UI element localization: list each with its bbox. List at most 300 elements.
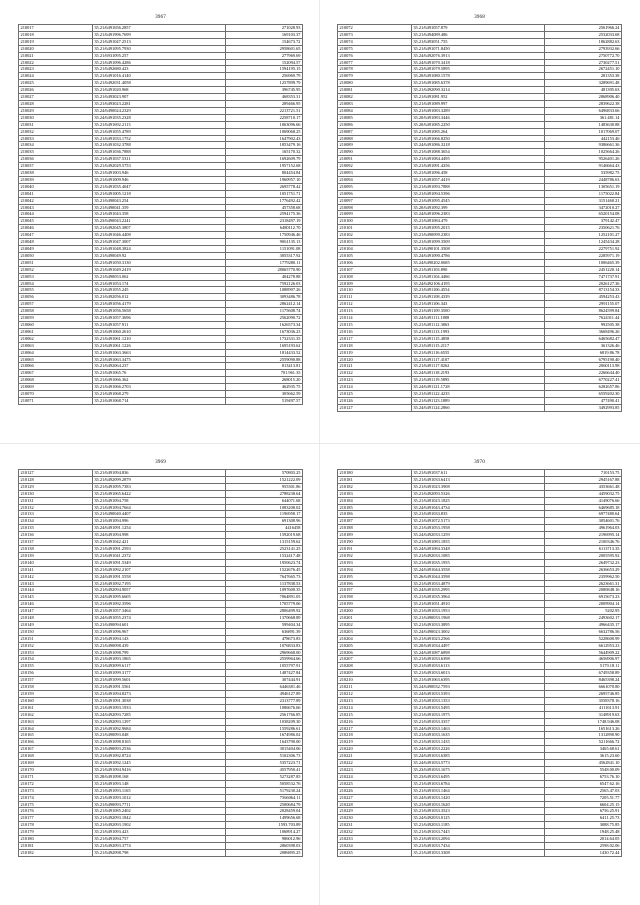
coordinate-cell: 35.21/6491046.4408 — [92, 232, 225, 239]
coordinate-cell: 35.24/6491090.4786 — [411, 252, 544, 259]
point-id-cell: 210232 — [338, 829, 412, 836]
coordinate-cell: 35.21/6491057.3464 — [92, 608, 225, 615]
value-cell: 804454.84 — [226, 170, 303, 177]
point-id-cell: 210222 — [338, 760, 412, 767]
table-row — [19, 363, 303, 370]
value-cell: 1088997.26 — [226, 287, 303, 294]
coordinate-cell: 35.21/6491033.1620 — [411, 801, 544, 808]
coordinate-cell: 35.21/6491099.5601 — [92, 677, 225, 684]
coordinate-cell: 35.21/6491037.5311 — [92, 156, 225, 163]
value-cell: 2258710.17 — [226, 114, 303, 121]
table-row — [338, 739, 622, 746]
coordinate-cell: 35.21/6491033.835 — [411, 511, 544, 518]
value-cell: 4416458 — [226, 525, 303, 532]
value-cell: 535982.75 — [545, 170, 622, 177]
table-row — [19, 684, 303, 691]
value-cell: 6915673.23 — [545, 594, 622, 601]
table-row — [338, 760, 622, 767]
table-row — [19, 621, 303, 628]
coordinate-cell: 35.21/6494089.486 — [411, 31, 544, 38]
value-cell: 462935.75 — [226, 384, 303, 391]
value-cell: 1137838.53 — [226, 580, 303, 587]
table-row — [338, 849, 622, 856]
table-row — [19, 211, 303, 218]
table-row — [338, 384, 622, 391]
coordinate-cell: 35.24/6491087.6898 — [411, 649, 544, 656]
coordinate-cell: 35.24/6491094.998 — [92, 532, 225, 539]
value-cell: 3668496.26 — [545, 328, 622, 335]
value-cell: 2695778.42 — [226, 183, 303, 190]
table-row — [19, 328, 303, 335]
value-cell: 1305651.19 — [545, 183, 622, 190]
coordinate-cell: 35.21/6492033.1185 — [411, 822, 544, 829]
coordinate-cell: 35.21/6492031.4058 — [92, 80, 225, 87]
coordinate-cell: 35.21/6491093.148 — [92, 780, 225, 787]
table-row — [19, 391, 303, 398]
coordinate-cell: 35.21/6491108.4339 — [411, 294, 544, 301]
point-id-cell: 210038 — [19, 170, 93, 177]
value-cell: 2359962.50 — [545, 573, 622, 580]
table-row — [338, 704, 622, 711]
value-cell: 1750946.46 — [226, 232, 303, 239]
table-row — [19, 308, 303, 315]
point-id-cell: 210159 — [19, 691, 93, 698]
coordinate-cell: 35.24/6491035.2328 — [92, 114, 225, 121]
point-id-cell: 210035 — [19, 149, 93, 156]
coordinate-cell: 35.21/6491084.4495 — [411, 156, 544, 163]
point-id-cell: 210082 — [338, 94, 412, 101]
table-row — [19, 628, 303, 635]
coordinate-cell: 35.21/6491094.996 — [92, 518, 225, 525]
value-cell: 1430.72.44 — [545, 849, 622, 856]
value-cell: 1779280.11 — [226, 259, 303, 266]
point-id-cell: 210029 — [19, 107, 93, 114]
value-cell: 3472010.27 — [545, 204, 622, 211]
value-cell: 2350621.76 — [545, 225, 622, 232]
value-cell: 2945167.88 — [545, 476, 622, 483]
coordinate-cell: 35.21/6490101.3508 — [411, 246, 544, 253]
value-cell: 5548.00.09 — [545, 766, 622, 773]
value-cell: 1086676.66 — [226, 704, 303, 711]
table-row — [338, 511, 622, 518]
table-row — [19, 504, 303, 511]
table-row — [338, 397, 622, 404]
point-id-cell: 210068 — [19, 377, 93, 384]
value-cell: 6469685.18 — [545, 504, 622, 511]
table-row — [19, 601, 303, 608]
value-cell: 1948.25.48 — [545, 829, 622, 836]
table-row — [338, 573, 622, 580]
point-id-cell: 210088 — [338, 135, 412, 142]
point-id-cell: 210223 — [338, 766, 412, 773]
coordinate-cell: 35.24/6490023.3002 — [411, 628, 544, 635]
point-id-cell: 210071 — [19, 397, 93, 404]
value-cell: 2594175.36 — [226, 211, 303, 218]
table-row — [338, 273, 622, 280]
coordinate-cell: 35.21/6491036.7888 — [92, 149, 225, 156]
value-cell: 1315159.62 — [226, 539, 303, 546]
coordinate-cell: 35.24/6491121.1728 — [411, 384, 544, 391]
coordinate-cell: 35.24/6491055.2374 — [92, 615, 225, 622]
point-id-cell: 210054 — [19, 280, 93, 287]
point-id-cell: 210033 — [19, 135, 93, 142]
table-row — [338, 483, 622, 490]
value-cell: 1521222.09 — [226, 476, 303, 483]
point-id-cell: 210190 — [338, 539, 412, 546]
value-cell: 9526401.26 — [545, 156, 622, 163]
table-row — [338, 476, 622, 483]
point-id-cell: 210209 — [338, 670, 412, 677]
value-cell: 481395.63 — [545, 87, 622, 94]
point-id-cell: 210027 — [19, 94, 93, 101]
value-cell: 992505.38 — [545, 321, 622, 328]
point-id-cell: 210094 — [338, 176, 412, 183]
point-id-cell: 210197 — [338, 587, 412, 594]
point-id-cell: 210084 — [338, 107, 412, 114]
point-id-cell: 210093 — [338, 170, 412, 177]
coordinate-cell: 35.21/6491068.714 — [92, 397, 225, 404]
coordinate-cell: 35.21/6490093.048 — [92, 732, 225, 739]
table-row — [338, 656, 622, 663]
table-row — [19, 384, 303, 391]
coordinate-cell: 35.21/6491085.2402 — [92, 808, 225, 815]
value-cell: 2060113.98 — [545, 363, 622, 370]
point-id-cell: 210070 — [19, 391, 93, 398]
table-panel-top-left — [18, 12, 303, 405]
value-cell: 3465.68.61 — [545, 746, 622, 753]
value-cell: 2636653.29 — [545, 566, 622, 573]
table-row — [338, 836, 622, 843]
value-cell: 268015.20 — [226, 377, 303, 384]
value-cell: 1957152.68 — [226, 163, 303, 170]
table-row — [338, 190, 622, 197]
value-cell: 1673036.23 — [226, 328, 303, 335]
point-id-cell: 210220 — [338, 746, 412, 753]
coordinate-cell: 35.21/6491050.3130 — [92, 259, 225, 266]
coordinate-cell: 35.21/6491098.799 — [92, 649, 225, 656]
coordinate-cell: 35.21/6491095.7930 — [92, 45, 225, 52]
table-row — [338, 163, 622, 170]
table-row — [338, 732, 622, 739]
table-row — [338, 59, 622, 66]
point-id-cell: 210149 — [19, 621, 93, 628]
coordinate-cell: 35.21/6491005.1218 — [92, 190, 225, 197]
coordinate-cell: 35.21/6491093.1012 — [92, 794, 225, 801]
value-cell: 1083208.02 — [226, 504, 303, 511]
coordinate-cell: 35.21/6491096.458 — [411, 170, 544, 177]
coordinate-cell: 35.21/6491085.264 — [411, 128, 544, 135]
point-id-cell: 210046 — [19, 225, 93, 232]
table-row — [19, 587, 303, 594]
table-row — [19, 287, 303, 294]
point-id-cell: 210125 — [338, 391, 412, 398]
value-cell: 3148919.63 — [545, 711, 622, 718]
value-cell: 442153.46 — [545, 135, 622, 142]
coordinate-cell: 35.21/6492680.423 — [92, 66, 225, 73]
coordinate-cell: 35.21/6491033.7445 — [411, 829, 544, 836]
table-row — [338, 594, 622, 601]
value-cell: 5228600.99 — [545, 635, 622, 642]
value-cell: 457358.68 — [226, 204, 303, 211]
coordinate-cell: 35.21/6490033.1968 — [411, 615, 544, 622]
coordinate-cell: 35.21/6491094.7664 — [92, 504, 225, 511]
coordinate-cell: 35.20/6491083.3446 — [411, 114, 544, 121]
value-cell: 256969.79 — [226, 73, 303, 80]
point-id-cell: 210111 — [338, 294, 412, 301]
coordinate-cell: 35.20/6491034.4497 — [411, 642, 544, 649]
value-cell: 2493602.17 — [545, 615, 622, 622]
table-row — [19, 490, 303, 497]
table-row — [19, 476, 303, 483]
point-id-cell: 210106 — [338, 259, 412, 266]
table-row — [19, 656, 303, 663]
value-cell: 3054601.76 — [545, 518, 622, 525]
point-id-cell: 210098 — [338, 204, 412, 211]
point-id-cell: 210158 — [19, 684, 93, 691]
point-id-cell: 210127 — [19, 470, 93, 477]
coordinate-cell: 35.21/6491003.946 — [92, 170, 225, 177]
value-cell: 3615.23.60 — [545, 753, 622, 760]
point-id-cell: 210179 — [19, 829, 93, 836]
value-cell: 6632786.56 — [545, 628, 622, 635]
point-id-cell: 210086 — [338, 121, 412, 128]
value-cell: 813413.81 — [226, 363, 303, 370]
coordinate-cell: 35.21/6492093.5326 — [411, 490, 544, 497]
coordinate-cell: 35.21/6492093.3774 — [92, 842, 225, 849]
coordinate-cell: 35.21/6491119.5895 — [411, 377, 544, 384]
table-row — [19, 649, 303, 656]
value-cell: 6612953.23 — [545, 642, 622, 649]
value-cell: 2860398.03 — [226, 842, 303, 849]
table-row — [338, 377, 622, 384]
table-row — [338, 580, 622, 587]
table-row — [338, 545, 622, 552]
table-row — [19, 539, 303, 546]
table-row — [338, 301, 622, 308]
value-cell: 6520154.08 — [545, 211, 622, 218]
point-id-cell: 210099 — [338, 211, 412, 218]
value-cell: 1063096.66 — [226, 121, 303, 128]
table-row — [338, 725, 622, 732]
coordinate-cell: 35.21/6491057.879 — [411, 25, 544, 32]
coordinate-cell: 35.21/6491117.4107 — [411, 356, 544, 363]
point-id-cell: 210177 — [19, 815, 93, 822]
table-row — [19, 94, 303, 101]
value-cell: 1252101.27 — [545, 232, 622, 239]
coordinate-cell: 35.21/6491091.5349 — [92, 559, 225, 566]
coordinate-cell: 35.21/6491104.4466 — [411, 273, 544, 280]
point-id-cell: 210118 — [338, 342, 412, 349]
coordinate-cell: 35.21/6491033.2094 — [411, 836, 544, 843]
table-row — [338, 176, 622, 183]
coordinate-cell: 35.21/6491047.2513 — [92, 38, 225, 45]
value-cell: 361326.46 — [545, 342, 622, 349]
coordinate-cell: 35.21/6492090.3214 — [411, 87, 544, 94]
coordinate-cell: 35.21/6491033.6413 — [411, 476, 544, 483]
table-row — [19, 732, 303, 739]
coordinate-cell: 35.21/6491060.2610 — [92, 328, 225, 335]
point-id-cell: 210036 — [19, 156, 93, 163]
point-id-cell: 210087 — [338, 128, 412, 135]
coordinate-cell: 35.21/6491093.7888 — [411, 183, 544, 190]
table-row — [338, 197, 622, 204]
value-cell: 1853479.16 — [226, 142, 303, 149]
table-row — [19, 608, 303, 615]
point-id-cell: 210116 — [338, 328, 412, 335]
value-cell: 1522676.45 — [226, 566, 303, 573]
table-row — [338, 670, 622, 677]
coordinate-cell: 35.23/6491033.6495 — [411, 773, 544, 780]
point-id-cell: 210023 — [19, 66, 93, 73]
coordinate-cell: 35.21/6493023.2281 — [92, 100, 225, 107]
table-row — [338, 170, 622, 177]
coordinate-cell: 35.21/6492033.1085 — [411, 552, 544, 559]
point-id-cell: 210120 — [338, 356, 412, 363]
table-row — [338, 608, 622, 615]
value-cell: 1017069.07 — [545, 128, 622, 135]
point-id-cell: 210089 — [338, 142, 412, 149]
coordinate-cell: 35.21/6492098.798 — [92, 849, 225, 856]
point-id-cell: 210127 — [338, 404, 412, 411]
coordinate-cell: 35.21/6491023.1825 — [411, 497, 544, 504]
point-id-cell: 210020 — [19, 45, 93, 52]
point-id-cell: 210100 — [338, 218, 412, 225]
table-row — [338, 697, 622, 704]
table-row — [19, 787, 303, 794]
value-cell: 2318497.19 — [226, 218, 303, 225]
value-cell: 9386661.36 — [545, 142, 622, 149]
table-row — [19, 266, 303, 273]
coordinate-cell: 35.21/6931095.257 — [92, 52, 225, 59]
value-cell: 2623661.31 — [545, 580, 622, 587]
value-cell: 1069068.25 — [226, 128, 303, 135]
point-id-cell: 210096 — [338, 190, 412, 197]
value-cell: 8713154.33 — [545, 287, 622, 294]
point-id-cell: 210115 — [338, 321, 412, 328]
table-row — [338, 73, 622, 80]
coordinate-cell: 35.21/6490099.2383 — [411, 232, 544, 239]
value-cell: 6770227.41 — [545, 377, 622, 384]
table-row — [338, 801, 622, 808]
coordinate-cell: 35.21/6491115.4858 — [411, 335, 544, 342]
point-id-cell: 210129 — [19, 483, 93, 490]
table-row — [338, 684, 622, 691]
coordinate-cell: 35.21/6491095.7383 — [92, 483, 225, 490]
coordinate-cell: 35.21/6491037.611 — [411, 470, 544, 477]
table-row — [19, 704, 303, 711]
table-row — [19, 842, 303, 849]
point-id-cell: 210218 — [338, 732, 412, 739]
value-cell: 3492993.85 — [545, 404, 622, 411]
coordinate-cell: 35.21/6492093.1842 — [92, 815, 225, 822]
value-cell: 7566064.11 — [226, 794, 303, 801]
point-id-cell: 210143 — [19, 580, 93, 587]
coordinate-cell: 35.21/6491033.1464 — [411, 787, 544, 794]
value-cell: 277969.69 — [226, 52, 303, 59]
value-cell: 1532417.48 — [226, 552, 303, 559]
coordinate-cell: 35.21/6491122.4235 — [411, 391, 544, 398]
value-cell: 5058532.76 — [226, 780, 303, 787]
table-row — [338, 107, 622, 114]
table-row — [338, 497, 622, 504]
point-id-cell: 210160 — [19, 697, 93, 704]
value-cell: 7592126.03 — [226, 280, 303, 287]
coordinate-cell: 35.26/6491044.3598 — [411, 573, 544, 580]
point-id-cell: 210146 — [19, 601, 93, 608]
table-row — [19, 532, 303, 539]
value-cell: 271028.93 — [226, 25, 303, 32]
table-row — [19, 377, 303, 384]
value-cell: 3055317.92 — [226, 252, 303, 259]
table-row — [19, 190, 303, 197]
value-cell: 28065770.90 — [226, 266, 303, 273]
value-cell: 4459032.75 — [545, 490, 622, 497]
value-cell: 5179230.24 — [226, 787, 303, 794]
value-cell: 519497.57 — [226, 397, 303, 404]
value-cell: 5211666.72 — [545, 739, 622, 746]
coordinate-cell: 35.28/6491098.168 — [92, 773, 225, 780]
point-id-cell: 210204 — [338, 635, 412, 642]
coordinate-cell: 35.21/6491035.1955 — [411, 559, 544, 566]
point-id-cell: 210085 — [338, 114, 412, 121]
value-cell: 1025664.26 — [545, 149, 622, 156]
value-cell: 404278.88 — [226, 273, 303, 280]
value-cell: 2005595.92 — [545, 552, 622, 559]
vertical-divider — [319, 0, 320, 905]
coordinate-cell: 35.24/6491033.5773 — [411, 760, 544, 767]
coordinate-cell: 35.21/6490093.7711 — [92, 801, 225, 808]
coordinate-cell: 35.21/6491068.279 — [92, 391, 225, 398]
table-row — [19, 176, 303, 183]
coordinate-cell: 35.21/6491033.5495 — [411, 704, 544, 711]
point-id-cell: 210196 — [338, 580, 412, 587]
point-id-cell: 210163 — [19, 718, 93, 725]
point-id-cell: 210052 — [19, 266, 93, 273]
coordinate-cell: 35.24/6491043.4734 — [411, 504, 544, 511]
coordinate-cell: 35.24/6491033.2226 — [411, 746, 544, 753]
value-cell: 2532033.68 — [545, 31, 622, 38]
value-cell: 6282657.86 — [545, 384, 622, 391]
point-id-cell: 210028 — [19, 100, 93, 107]
coordinate-cell: 35.21/6491033.3523 — [411, 808, 544, 815]
coordinate-cell: 35.21/6491033.6113 — [411, 663, 544, 670]
point-id-cell: 210202 — [338, 621, 412, 628]
table-row — [338, 711, 622, 718]
value-cell: 6496833.66 — [545, 107, 622, 114]
value-cell: 2672451.10 — [545, 66, 622, 73]
table-row — [19, 642, 303, 649]
value-cell: 5102306.73 — [226, 753, 303, 760]
table-row — [19, 80, 303, 87]
coordinate-cell: 35.21/6491092.8724 — [92, 753, 225, 760]
value-cell: 599404.34 — [226, 621, 303, 628]
value-cell: 3015404.06 — [226, 746, 303, 753]
point-id-cell: 210182 — [338, 483, 412, 490]
table-row — [338, 635, 622, 642]
point-id-cell: 210178 — [19, 822, 93, 829]
coordinate-cell: 35.21/6491033.1752 — [92, 135, 225, 142]
horizontal-divider — [0, 443, 640, 444]
table-row — [19, 73, 303, 80]
table-row — [338, 808, 622, 815]
table-row — [338, 356, 622, 363]
coordinate-cell: 35.21/6491092.9684 — [92, 725, 225, 732]
point-id-cell: 210107 — [338, 266, 412, 273]
coordinate-cell: 35.21/6491112.3863 — [411, 321, 544, 328]
point-id-cell: 210181 — [338, 476, 412, 483]
point-id-cell: 210145 — [19, 594, 93, 601]
value-cell: 152094.57 — [226, 59, 303, 66]
